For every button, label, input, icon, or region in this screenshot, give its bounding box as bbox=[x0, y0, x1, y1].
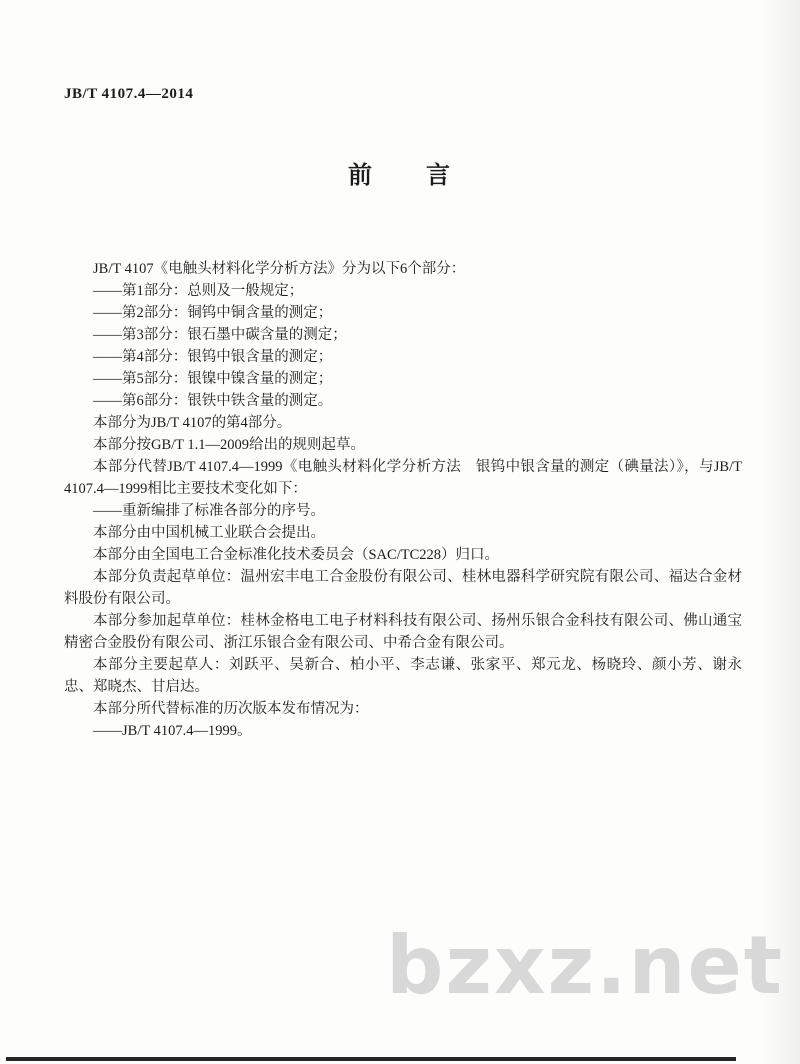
paragraph: 本部分由全国电工合金标准化技术委员会（SAC/TC228）归口。 bbox=[93, 547, 500, 563]
paragraph: JB/T 4107《电触头材料化学分析方法》分为以下6个部分： bbox=[93, 261, 466, 277]
foreword-title: 前 言 bbox=[348, 163, 452, 189]
paragraph: ——第4部分：银钨中银含量的测定； bbox=[93, 349, 333, 365]
paragraph: ——第1部分：总则及一般规定； bbox=[93, 283, 304, 299]
paragraph: ——JB/T 4107.4—1999。 bbox=[93, 723, 252, 739]
scan-edge-artifact bbox=[6, 1057, 736, 1061]
paragraph: ——重新编排了标准各部分的序号。 bbox=[93, 503, 325, 519]
standard-code: JB/T 4107.4—2014 bbox=[64, 86, 194, 102]
foreword-body bbox=[64, 258, 742, 742]
paragraph: 本部分主要起草人：刘跃平、吴新合、柏小平、李志谦、张家平、郑元龙、杨晓玲、颜小芳、谢永忠、郑晓杰、甘启达。 bbox=[64, 657, 742, 695]
paragraph: ——第6部分：银铁中铁含量的测定。 bbox=[93, 393, 333, 409]
paragraph: 本部分为JB/T 4107的第4部分。 bbox=[93, 415, 292, 431]
paragraph: ——第2部分：铜钨中铜含量的测定； bbox=[93, 305, 333, 321]
paragraph: ——第5部分：银镍中镍含量的测定； bbox=[93, 371, 333, 387]
paragraph: 本部分按GB/T 1.1—2009给出的规则起草。 bbox=[93, 437, 366, 453]
paragraph: 本部分代替JB/T 4107.4—1999《电触头材料化学分析方法 银钨中银含量的测定（碘量法）》，与JB/T 4107.4—1999相比主要技术变化如下： bbox=[64, 459, 742, 497]
watermark: bzxz.net bbox=[386, 919, 784, 1012]
paragraph: 本部分由中国机械工业联合会提出。 bbox=[93, 525, 325, 541]
paragraph: 本部分负责起草单位：温州宏丰电工合金股份有限公司、桂林电器科学研究院有限公司、福达合金材料股份有限公司。 bbox=[64, 569, 742, 607]
paragraph: 本部分参加起草单位：桂林金格电工电子材料科技有限公司、扬州乐银合金科技有限公司、佛山通宝精密合金股份有限公司、浙江乐银合金有限公司、中希合金有限公司。 bbox=[64, 613, 742, 651]
paragraph: 本部分所代替标准的历次版本发布情况为： bbox=[93, 701, 369, 717]
paragraph: ——第3部分：银石墨中碳含量的测定； bbox=[93, 327, 347, 343]
